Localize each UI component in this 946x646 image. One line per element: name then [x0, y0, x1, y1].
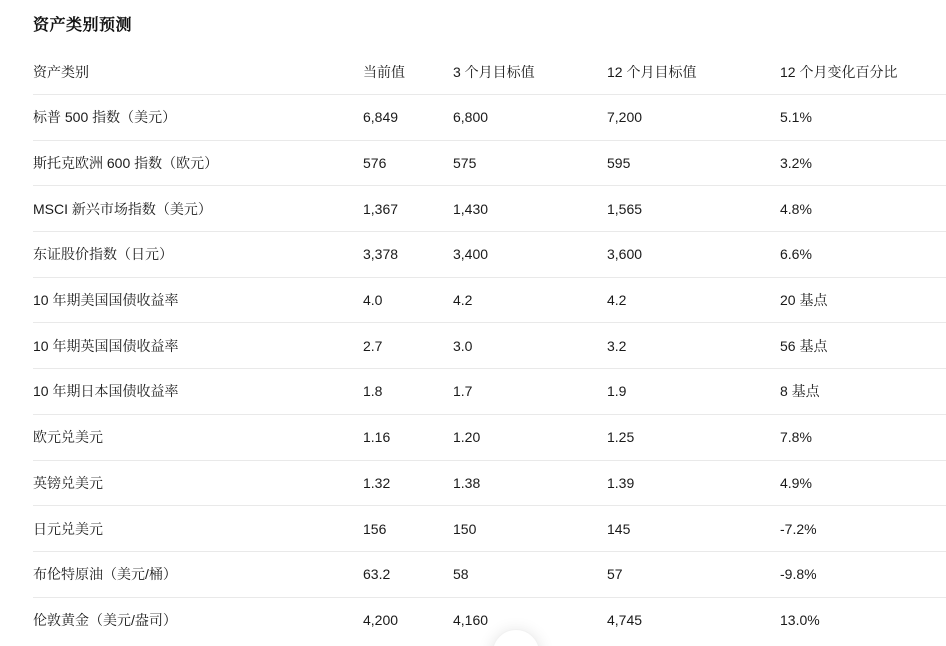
cell-change-12m: 13.0% — [780, 611, 820, 628]
cell-change-12m: 4.8% — [780, 186, 946, 232]
cell-asset: MSCI 新兴市场指数（美元） — [33, 186, 363, 232]
table-row — [33, 277, 946, 323]
cell-current: 1,367 — [363, 186, 453, 232]
table-row — [33, 506, 946, 552]
table-row — [33, 323, 946, 369]
cell-current: 4,200 — [363, 611, 399, 628]
cell-change-12m: 20 基点 — [780, 277, 946, 323]
cell-change-12m: -7.2% — [780, 506, 946, 552]
cell-asset: 10 年期美国国债收益率 — [33, 277, 363, 323]
cell-change-12m: 6.6% — [780, 232, 946, 278]
column-header-current: 当前值 — [363, 50, 453, 95]
cell-change-12m: 4.9% — [780, 460, 946, 506]
cell-current: 3,378 — [363, 232, 453, 278]
cell-target-12m: 1,565 — [607, 186, 780, 232]
cell-asset: 日元兑美元 — [33, 506, 363, 552]
column-header-target-12m: 12 个月目标值 — [607, 50, 780, 95]
cell-target-3m: 575 — [453, 140, 607, 186]
cell-asset: 欧元兑美元 — [33, 414, 363, 460]
cell-target-12m: 1.9 — [607, 369, 780, 415]
cell-current: 1.8 — [363, 369, 453, 415]
cell-target-3m: 58 — [453, 551, 607, 597]
cell-target-3m: 150 — [453, 506, 607, 552]
cell-target-12m: 1.25 — [607, 414, 780, 460]
cell-asset: 布伦特原油（美元/桶） — [33, 551, 363, 597]
column-header-target-3m: 3 个月目标值 — [453, 50, 607, 95]
cell-target-12m: 3.2 — [607, 323, 780, 369]
cell-asset: 10 年期英国国债收益率 — [33, 323, 363, 369]
column-header-change-12m: 12 个月变化百分比 — [780, 50, 946, 95]
table-row — [33, 460, 946, 506]
cell-change-12m: 5.1% — [780, 95, 946, 141]
cell-current: 1.16 — [363, 414, 453, 460]
cell-current: 2.7 — [363, 323, 453, 369]
cell-target-12m: 7,200 — [607, 95, 780, 141]
cell-current: 1.32 — [363, 460, 453, 506]
cell-current: 63.2 — [363, 551, 453, 597]
cell-change-12m: -9.8% — [780, 551, 946, 597]
cell-change-12m: 8 基点 — [780, 369, 946, 415]
cell-target-12m: 4,745 — [607, 611, 643, 628]
cell-current: 576 — [363, 140, 453, 186]
table-row — [33, 232, 946, 278]
cell-target-3m: 3,400 — [453, 232, 607, 278]
cell-target-3m: 1,430 — [453, 186, 607, 232]
cell-asset: 标普 500 指数（美元） — [33, 95, 363, 141]
table-row — [33, 186, 946, 232]
cell-change-12m: 56 基点 — [780, 323, 946, 369]
page-title: 资产类别预测 — [33, 17, 133, 34]
cell-target-12m: 57 — [607, 551, 780, 597]
cell-asset: 英镑兑美元 — [33, 460, 363, 506]
cell-current: 6,849 — [363, 95, 453, 141]
cell-change-12m: 7.8% — [780, 414, 946, 460]
cell-asset: 10 年期日本国债收益率 — [33, 369, 363, 415]
column-header-asset: 资产类别 — [33, 50, 363, 95]
cell-target-12m: 145 — [607, 506, 780, 552]
table-row — [33, 597, 946, 642]
table-row — [33, 140, 946, 186]
table-row — [33, 95, 946, 141]
cell-target-3m: 1.7 — [453, 369, 607, 415]
cell-current: 4.0 — [363, 277, 453, 323]
cell-target-12m: 1.39 — [607, 460, 780, 506]
cell-asset: 斯托克欧洲 600 指数（欧元） — [33, 140, 363, 186]
cell-target-12m: 595 — [607, 140, 780, 186]
table-row — [33, 369, 946, 415]
cell-target-3m: 6,800 — [453, 95, 607, 141]
table-row — [33, 414, 946, 460]
cell-target-3m: 4,160 — [453, 611, 489, 628]
cell-asset: 伦敦黄金（美元/盎司） — [33, 611, 177, 628]
cell-target-3m: 1.20 — [453, 414, 607, 460]
table-header-row — [33, 50, 946, 95]
table-row — [33, 551, 946, 597]
cell-current: 156 — [363, 506, 453, 552]
cell-asset: 东证股价指数（日元） — [33, 232, 363, 278]
cell-target-3m: 1.38 — [453, 460, 607, 506]
cell-target-3m: 4.2 — [453, 277, 607, 323]
asset-forecast-table — [33, 50, 946, 642]
cell-change-12m: 3.2% — [780, 140, 946, 186]
cell-target-12m: 4.2 — [607, 277, 780, 323]
cell-target-3m: 3.0 — [453, 323, 607, 369]
cell-target-12m: 3,600 — [607, 232, 780, 278]
